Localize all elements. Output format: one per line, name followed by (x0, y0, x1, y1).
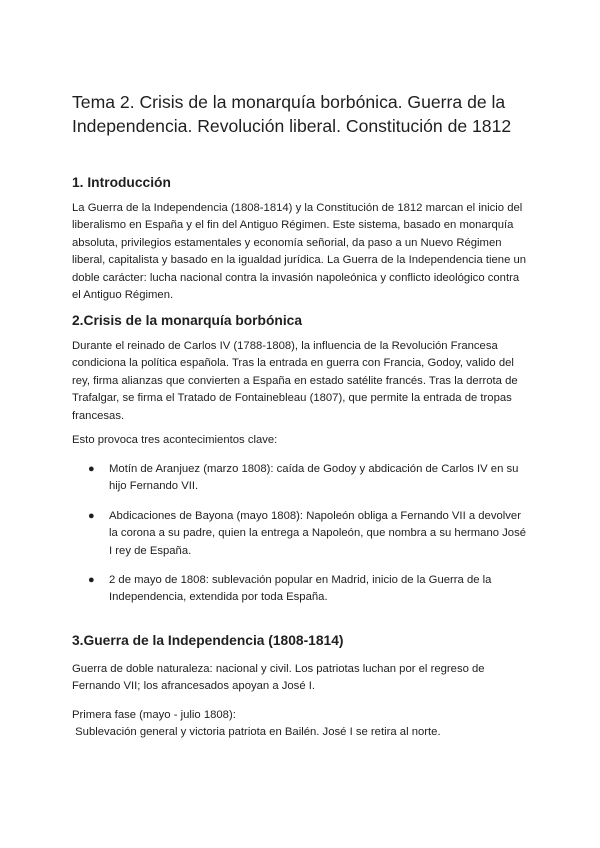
paragraph: Primera fase (mayo - julio 1808): (72, 709, 236, 721)
list-item: Abdicaciones de Bayona (mayo 1808): Napoleón obliga a Fernando VII a devolver la corona a su padre, quien la entrega a Napoleón, que nombra a su hermano José I rey de España. (109, 510, 527, 557)
section-heading-crisis: 2.Crisis de la monarquía borbónica (72, 313, 303, 328)
document-title: Tema 2. Crisis de la monarquía borbónica. Guerra de la Independencia. Revolución liberal. Constitución de 1812 (72, 92, 512, 136)
paragraph: La Guerra de la Independencia (1808-1814) y la Constitución de 1812 marcan el inicio del liberalismo en España y el fin del Antiguo Régimen. Este sistema, basado en monarquía absoluta, privilegios estamentales y economía señorial, da paso a un Nuevo Régimen liberal, capitalista y basado en la igualdad jurídica. La Guerra de la Independencia tiene un doble carácter: lucha nacional contra la invasión napoleónica y conflicto ideológico contra el Antiguo Régimen. (72, 202, 527, 302)
section-heading-introduccion: 1. Introducción (72, 175, 171, 190)
paragraph: Esto provoca tres acontecimientos clave: (72, 434, 278, 446)
list-item: 2 de mayo de 1808: sublevación popular en Madrid, inicio de la Guerra de la Independencia, extendida por toda España. (109, 574, 492, 604)
bullet-icon: ● (88, 574, 95, 586)
bullet-icon: ● (88, 463, 95, 475)
section-heading-guerra: 3.Guerra de la Independencia (1808-1814) (72, 633, 344, 648)
paragraph: Guerra de doble naturaleza: nacional y civil. Los patriotas luchan por el regreso de Fernando VII; los afrancesados apoyan a José I. (72, 663, 485, 693)
paragraph: Sublevación general y victoria patriota en Bailén. José I se retira al norte. (72, 726, 441, 738)
list-item: Motín de Aranjuez (marzo 1808): caída de Godoy y abdicación de Carlos IV en su hijo Fernando VII. (109, 463, 519, 493)
bullet-icon: ● (88, 510, 95, 522)
paragraph: Durante el reinado de Carlos IV (1788-1808), la influencia de la Revolución Francesa condiciona la política española. Tras la entrada en guerra con Francia, Godoy, valido del rey, firma alianzas que convierten a España en estado satélite francés. Tras la derrota de Trafalgar, se firma el Tratado de Fontainebleau (1807), que permite la entrada de tropas francesas. (72, 340, 518, 422)
